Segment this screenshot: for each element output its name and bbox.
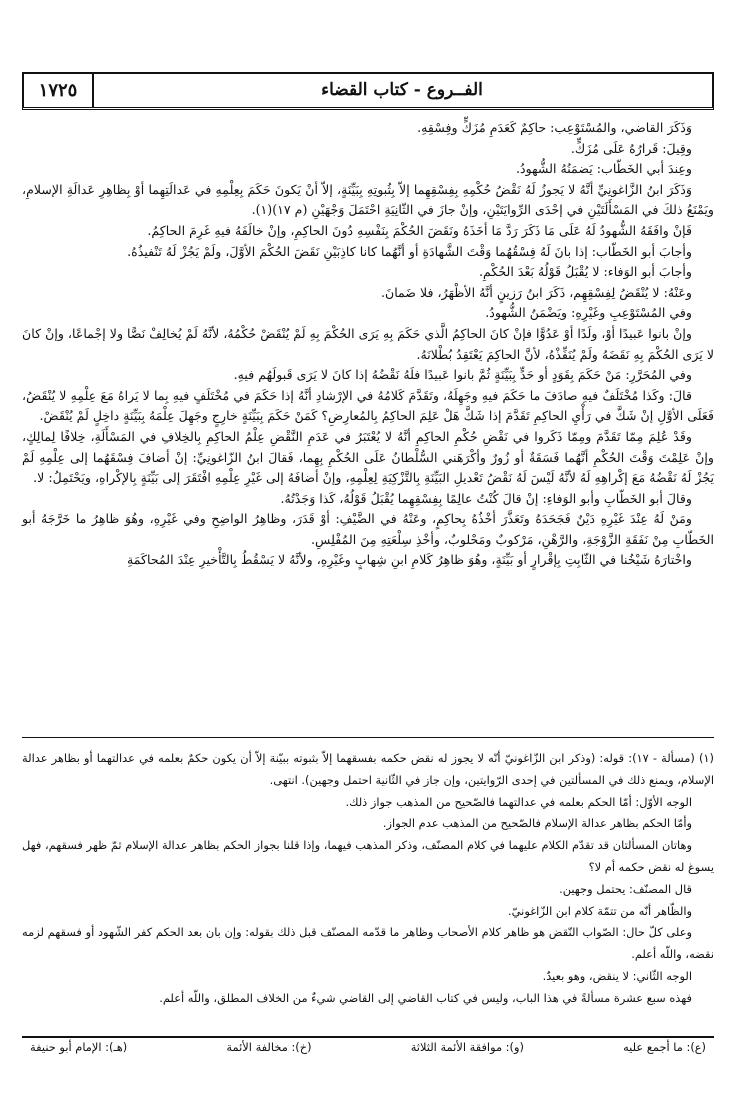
page-number: ١٧٢٥: [24, 74, 94, 107]
footer-rule: [22, 1036, 714, 1038]
main-paragraph: وأجابَ أبو الوَفاء: لا يُقْبَلُ قَوْلُهُ بَعْدَ الحُكْمِ.: [479, 264, 692, 280]
main-paragraph: وفي المُحَرَّرِ: مَنْ حَكَمَ بِقَوَدٍ أو حَدٍّ بِبَيِّنَةٍ ثُمَّ بانوا عَبيدًا فلَهُ نَقْضُهُ إذا كانَ لا يَرَى قَبولَهُم فيهِ.: [233, 367, 692, 383]
abbreviation-consensus: (ع): ما أجمع عليه: [623, 1040, 706, 1054]
footnote-paragraph: وهاتان المسألتان قد تقدّم الكلام عليهما في كلام المصنّف، وذكر المذهب فيهما، وإذا قلنا بجواز الحكم بظاهر عدالة الإسلام ثمّ ظهر فسقهم، فهل يسوغ له نقض حكمه أم لا؟: [22, 838, 714, 874]
footnote-paragraph: قال المصنّف: يحتمل وجهين.: [559, 881, 692, 896]
main-paragraph: فَإنْ وافَقَهُ الشُّهودُ لَهُ عَلَى مَا ذَكَرَ رَدَّ مَا أخَذَهُ ونَقَضَ الحُكْمَ بِنَفْسِهِ دُونَ الحاكِمِ، وإنْ خالَفَهُ فيهِ غَرِمَ الحاكِمُ.: [147, 222, 692, 238]
main-paragraph: وعِندَ أبي الخَطّاب: يَضمَنُهُ الشُّهودُ.: [515, 161, 692, 177]
abbreviation-key: [22, 1040, 714, 1062]
running-title: الفــروع - كتاب القضاء: [321, 80, 483, 100]
main-paragraph: وأجابَ أبو الخَطّاب: إذا بانَ لَهُ فِسْقُهُما وَقْتَ الشَّهادَةِ أو أنَّهُما كانا كاذِبَيْنِ نَقَضَ الحُكْمَ الأوَّلَ، ولَمْ يَجُزْ لَهُ تَنْفيذُهُ.: [127, 243, 692, 259]
main-paragraph: وإنْ بانوا عَبيدًا أوْ، ولَدًا أوْ عَدُوًّا فإنْ كانَ الحاكِمُ الَّذي حَكَمَ بِهِ يَرَى الحُكْمَ بِهِ لَمْ يُنْقَضْ حُكْمُهُ، لأنَّهُ لَمْ يُخالِفْ نَصًّا ولا إجْماعًا، وإنْ كانَ لا يَرَى الحُكْمَ بِهِ نَقَضَهُ ولَمْ يُنَفِّذْهُ، لأنَّ الحاكِمَ يَعْتَقِدُ بُطْلانَهُ.: [22, 325, 714, 362]
page-header: [22, 72, 714, 110]
footnote-paragraph: وأمّا الحكم بظاهر عدالة الإسلام فالصّحيح من المذهب عدم الجواز.: [382, 816, 692, 831]
footnote-separator: [22, 737, 714, 738]
footnote-paragraph: الوجه الأوّل: أمّا الحكم بعلمه في عدالتهما فالصّحيح من المذهب جواز ذلك.: [345, 794, 692, 809]
main-paragraph: وفي المُسْتَوْعِبِ وغَيْرِهِ: ويَضْمَنُ الشُّهودُ.: [485, 305, 692, 321]
footnote-paragraph: (١) (مسألة - ١٧): قوله: (وذكر ابن الزّاغونيّ أنّه لا يجوز له نقض حكمه بفسقهما إلاّ بثبوته ببيّنة إلاّ أن يكون حكمٌ بعلمه في عدالتهما أو بظاهر عدالة الإسلام، ويمنع ذلك في المسألتين في إحدى الرّوايتين، وإن جاز في الثّانية احتمل وجهين). انتهى.: [22, 751, 714, 787]
main-paragraph: وعَنْهُ: لا يُنْقَضُ لِفِسْقِهِم، ذَكَرَ ابنُ رَزينٍ أنَّهُ الأظْهَرُ، فلا ضَمانَ.: [380, 284, 692, 300]
main-paragraph: قالَ: وكَذا مُخْتَلَفٌ فيهِ صادَفَ ما حَكَمَ فيهِ وجَهِلَهُ، وتَقَدَّمَ كَلامُهُ في الإرْشادِ أنَّهُ إذا حَكَمَ في مُخْتَلَفٍ فيهِ بِما لا يَراهُ مَعَ عِلْمِهِ لا يُنْقَضُ، فَعَلَى الأوَّلِ إنْ شَكَّ في رَأْيِ الحاكِمِ تَقَدَّمَ إذا شَكَّ هَلْ عَلِمَ الحاكِمُ بِالمُعارِضِ؟ كَمَنْ حَكَمَ بِبَيِّنَةٍ خارِجٍ وجَهِلَ عِلْمَهُ بِبَيِّنَةٍ داخِلٍ لَمْ يُنْقَضْ.: [22, 387, 714, 424]
book-page: [22, 72, 714, 1082]
abbreviation-imams-disagree: (خ): مخالفة الأئمة: [226, 1040, 312, 1054]
footnotes: [22, 748, 714, 1010]
main-paragraph: وقِيلَ: قَرارُهُ عَلَى مُزَكٍّ.: [570, 140, 692, 156]
main-paragraph: ومَنْ لَهُ عِنْدَ غَيْرِهِ دَيْنٌ فَجَحَدَهُ وتَعَذَّرَ أخْذُهُ بِحاكِمٍ، وعَنْهُ في الضَّيْفِ: أوْ قَدَرَ، وظاهِرُ الواضِحِ وفي غَيْرِهِ، وهُوَ ظاهِرُ ما خَرَّجَهُ أبو الخَطّابِ مِنْ نَفَقَةِ الزَّوْجَةِ، والرَّهْنِ، مَرْكوبٌ ومَحْلوبٌ، وأخْذِ سِلْعَتِهِ مِنَ المُفْلِسِ.: [22, 511, 714, 547]
footnote-paragraph: والظّاهر أنّه من تتمّة كلام ابن الزّاغونيّ.: [508, 903, 692, 918]
main-text: [22, 118, 714, 571]
main-paragraph: وقَدْ عُلِمَ مِمّا تَقَدَّمَ ومِمّا ذَكَروا في نَقْضِ حُكْمِ الحاكِمِ أنَّهُ لا يُعْتَبَرُ في عَدَمِ النَّقْضِ عِلْمُ الحاكِمِ بِالخِلافِ في المَسْأَلَةِ، خِلافًا لِمالِكٍ، وإنْ عَلِمْتَ وَقْتَ الحُكْمِ أنَّهُما فَسَقَةٌ أو زُورٌ وأكْرَهَني السُّلْطانُ عَلَى الحُكْمِ بِهِما، فَقالَ ابنُ الزّاغونِيِّ: إنْ أضافَ فِسْقَهُما إلى عِلْمِهِ لَمْ يَجُزْ لَهُ نَقْضُهُ مَعَ إكْراهِهِ لَهُ لأنَّهُ لَيْسَ لَهُ نَقْضُ تَعْديلِ البَيِّنَةِ بِالتَّزْكِيَةِ لِعِلْمِهِ، وإنْ أضافَهُ إلى غَيْرِ عِلْمِهِ افْتَقَرَ إلى بَيِّنَةٍ بِالإكْراهِ، ويَحْتَمِلُ: لا.: [22, 428, 714, 486]
abbreviation-three-imams: (و): موافقة الأئمة الثلاثة: [410, 1040, 524, 1054]
main-paragraph: وَذَكَرَ القاضي، والمُسْتَوْعِب: حاكِمٌ كَعَدَمِ مُزَكٍّ وفِسْقِهِ.: [417, 120, 692, 135]
footnote-paragraph: الوجه الثّاني: لا ينقض، وهو بعيدٌ.: [542, 968, 692, 983]
main-paragraph: واخْتارَهُ شَيْخُنا في الثّابِتِ بِإقْرارٍ أو بَيِّنَةٍ، وهُوَ ظاهِرُ كَلامِ ابنِ شِهابٍ وغَيْرِهِ، ولأنَّهُ لا يَسْقُطُ بِالتَّأْخيرِ عِنْدَ المُحاكَمَةِ: [127, 552, 692, 568]
main-paragraph: وقالَ أبو الخَطّابِ وأبو الوَفاءِ: إنْ قالَ كُنْتُ عالِمًا بِفِسْقِهِما يُقْبَلُ قَوْلُهُ، كَذا وَجَدْتُهُ.: [280, 490, 692, 506]
abbreviation-abu-hanifa: (هـ): الإمام أبو حنيفة: [30, 1040, 128, 1054]
main-paragraph: وَذَكَرَ ابنُ الزَّاغونِيِّ أنَّهُ لا يَجوزُ لَهُ نَقْضُ حُكْمِهِ بِفِسْقِهِما إلاّ بِثُبوتِهِ بِبَيِّنَةٍ، إلاّ أنْ يَكونَ حَكَمَ بِعِلْمِهِ في عَدالَتِهِما أوْ بِظاهِرِ عَدالَةِ الإسلامِ، ويَمْنَعُ ذلكَ في المَسْأَلَتَيْنِ في إحْدَى الرِّوايَتَيْنِ، وإنْ جازَ في الثّانِيَةِ احْتَمَلَ وَجْهَيْنِ (م ١٧)(١).: [22, 181, 714, 218]
footnote-paragraph: وعلى كلّ حال: الصّواب النّقض هو ظاهر كلام الأصحاب وظاهر ما قدّمه المصنّف قبل ذلك بقوله: وإن بان بعد الحكم كفر الشّهود أو فسقهم لزمه نقضه، واللّه أعلم.: [22, 925, 714, 962]
footnote-paragraph: فهذه سبع عشرة مسألةً في هذا الباب، وليس في كتاب القاضي إلى القاضي شيءٌ من الخلاف المطلق، واللّه أعلم.: [159, 990, 692, 1005]
